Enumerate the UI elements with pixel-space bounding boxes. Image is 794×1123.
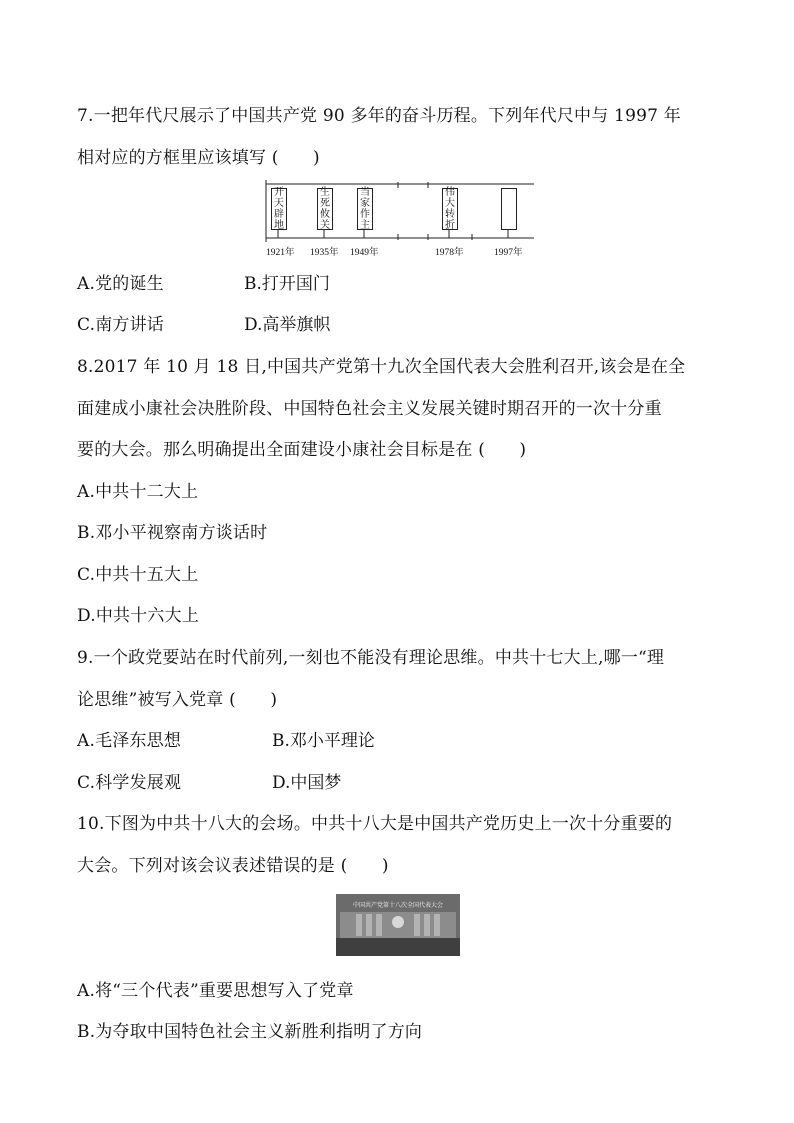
- photo-banner: 中国共产党第十八次全国代表大会: [352, 902, 443, 909]
- q8-option-c: C.中共十五大上: [77, 565, 199, 585]
- timeline-box-1935: 生 死 攸 关: [317, 188, 333, 230]
- congress-hall-photo: [336, 894, 460, 956]
- q10-option-a: A.将“三个代表”重要思想写入了党章: [77, 981, 354, 1001]
- photo-flag: [414, 914, 420, 936]
- q9-option-d: D.中国梦: [272, 773, 342, 793]
- q8-option-b: B.邓小平视察南方谈话时: [77, 523, 268, 543]
- q9-option-c: C.科学发展观: [77, 773, 182, 793]
- q10-stem-line2: 大会。下列对该会议表述错误的是 ( ): [77, 856, 389, 876]
- q9-stem-line1: 9.一个政党要站在时代前列,一刻也不能没有理论思维。中共十七大上,哪一“理: [77, 648, 665, 668]
- photo-flag: [366, 914, 372, 936]
- q8-option-d: D.中共十六大上: [77, 606, 200, 626]
- photo-flag: [376, 914, 382, 936]
- timeline-figure: [262, 180, 538, 258]
- timeline-box-1978: 伟 大 转 折: [442, 188, 458, 230]
- q7-option-c: C.南方讲话: [77, 315, 165, 335]
- q9-option-a: A.毛泽东思想: [77, 731, 182, 751]
- q7-stem-line2: 相对应的方框里应该填写 ( ): [77, 148, 320, 168]
- q8-option-a: A.中共十二大上: [77, 482, 199, 502]
- q7-option-b: B.打开国门: [244, 274, 330, 294]
- q10-option-b: B.为夺取中国特色社会主义新胜利指明了方向: [77, 1022, 423, 1042]
- timeline-year-1949: 1949年: [350, 248, 379, 258]
- q9-option-b: B.邓小平理论: [272, 731, 375, 751]
- photo-flag: [434, 914, 440, 936]
- q7-option-d: D.高举旗帜: [244, 315, 331, 335]
- q8-stem-line2: 面建成小康社会决胜阶段、中国特色社会主义发展关键时期召开的一次十分重: [77, 399, 662, 419]
- timeline-box-1921: 开 天 辟 地: [271, 188, 287, 230]
- q7-stem-line1: 7.一把年代尺展示了中国共产党 90 多年的奋斗历程。下列年代尺中与 1997 年: [77, 106, 681, 126]
- photo-audience: [336, 938, 460, 956]
- q7-option-a: A.党的诞生: [77, 274, 164, 294]
- q8-stem-line1: 8.2017 年 10 月 18 日,中国共产党第十九次全国代表大会胜利召开,该会是在全: [77, 357, 686, 377]
- photo-flag: [356, 914, 362, 936]
- timeline-box-1997-blank: [501, 188, 517, 230]
- q9-stem-line2: 论思维”被写入党章 ( ): [77, 690, 278, 710]
- timeline-year-1921: 1921年: [266, 248, 295, 258]
- q8-stem-line3: 要的大会。那么明确提出全面建设小康社会目标是在 ( ): [77, 440, 527, 460]
- timeline-box-1949: 当 家 作 主: [357, 188, 373, 230]
- timeline-year-1935: 1935年: [310, 248, 339, 258]
- q10-stem-line1: 10.下图为中共十八大的会场。中共十八大是中国共产党历史上一次十分重要的: [77, 814, 673, 834]
- party-emblem-icon: [392, 916, 404, 928]
- timeline-year-1997: 1997年: [494, 248, 523, 258]
- timeline-year-1978: 1978年: [435, 248, 464, 258]
- photo-flag: [424, 914, 430, 936]
